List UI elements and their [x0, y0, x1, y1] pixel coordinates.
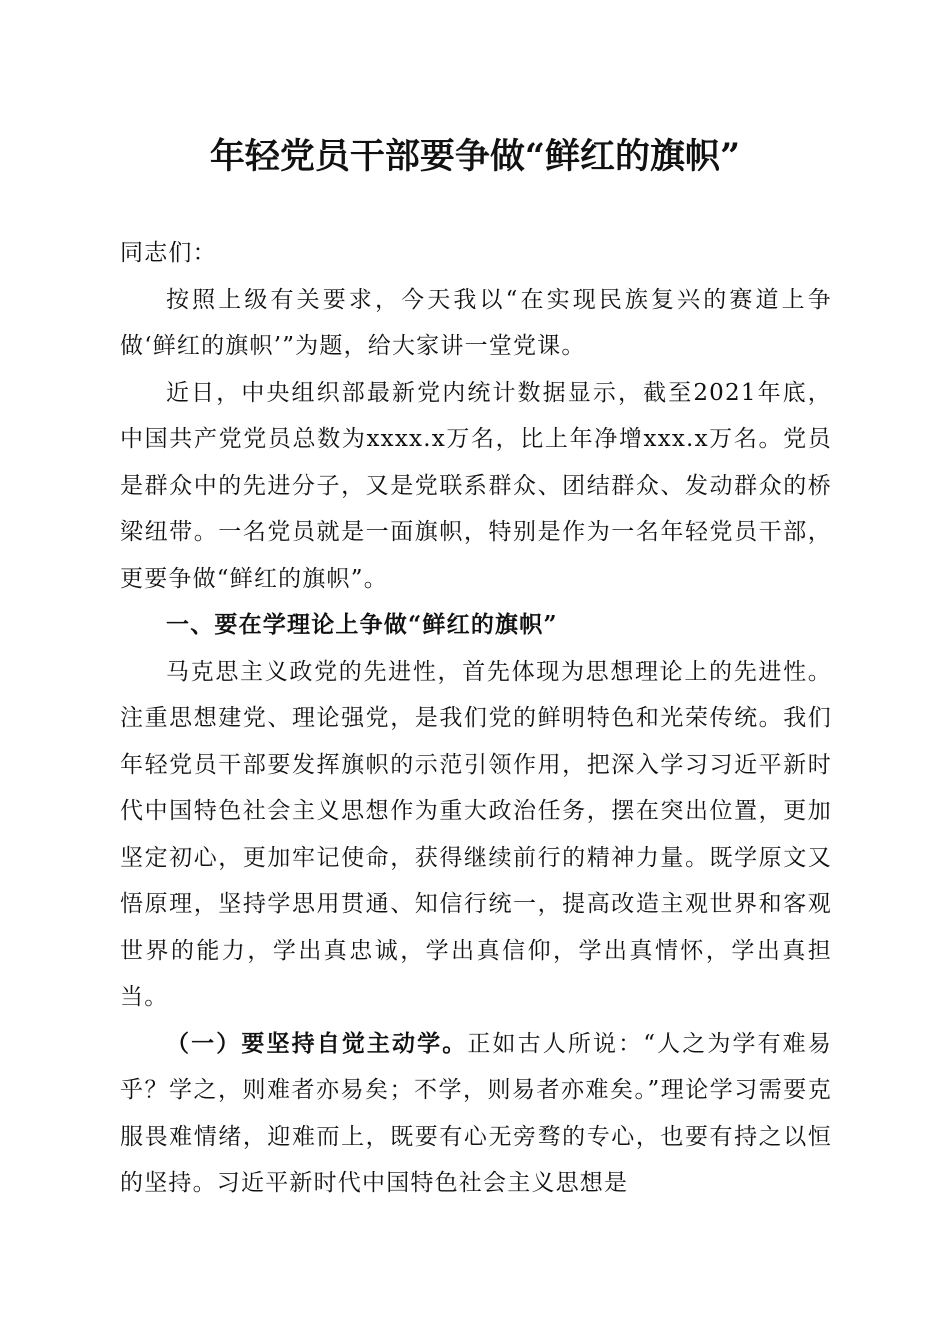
subsection-heading-1: （一）要坚持自觉主动学。: [166, 1029, 468, 1057]
section-heading-1: 一、要在学理论上争做“鲜红的旗帜”: [166, 611, 558, 638]
document-title: 年轻党员干部要争做“鲜红的旗帜”: [209, 136, 741, 177]
paragraph-subsection-1: [120, 1021, 832, 1207]
paragraph-intro: 按照上级有关要求，今天我以“在实现民族复兴的赛道上争做‘鲜红的旗帜’”为题，给大家讲一堂党课。: [120, 286, 832, 359]
salutation: 同志们：: [120, 240, 217, 266]
subsection-text-1: 正如古人所说：“人之为学有难易乎？学之，则难者亦易矣；不学，则易者亦难矣。”理论学习需要克服畏难情绪，迎难而上，既要有心无旁骛的专心，也要有持之以恒的坚持。习近平新时代中国特色社会主义思想是: [120, 1030, 832, 1196]
paragraph-theory: 马克思主义政党的先进性，首先体现为思想理论上的先进性。注重思想建党、理论强党，是我们党的鲜明特色和光荣传统。我们年轻党员干部要发挥旗帜的示范引领作用，把深入学习习近平新时代中国特色社会主义思想作为重大政治任务，摆在突出位置，更加坚定初心，更加牢记使命，获得继续前行的精神力量。既学原文又悟原理，坚持学思用贯通、知信行统一，提高改造主观世界和客观世界的能力，学出真忠诚，学出真信仰，学出真情怀，学出真担当。: [120, 658, 832, 1010]
paragraph-statistics: 近日，中央组织部最新党内统计数据显示，截至2021年底，中国共产党党员总数为xxxx.x万名，比上年净增xxx.x万名。党员是群众中的先进分子，又是党联系群众、团结群众、发动群众的桥梁纽带。一名党员就是一面旗帜，特别是作为一名年轻党员干部，更要争做“鲜红的旗帜”。: [120, 379, 832, 592]
document-body: [120, 230, 832, 1207]
